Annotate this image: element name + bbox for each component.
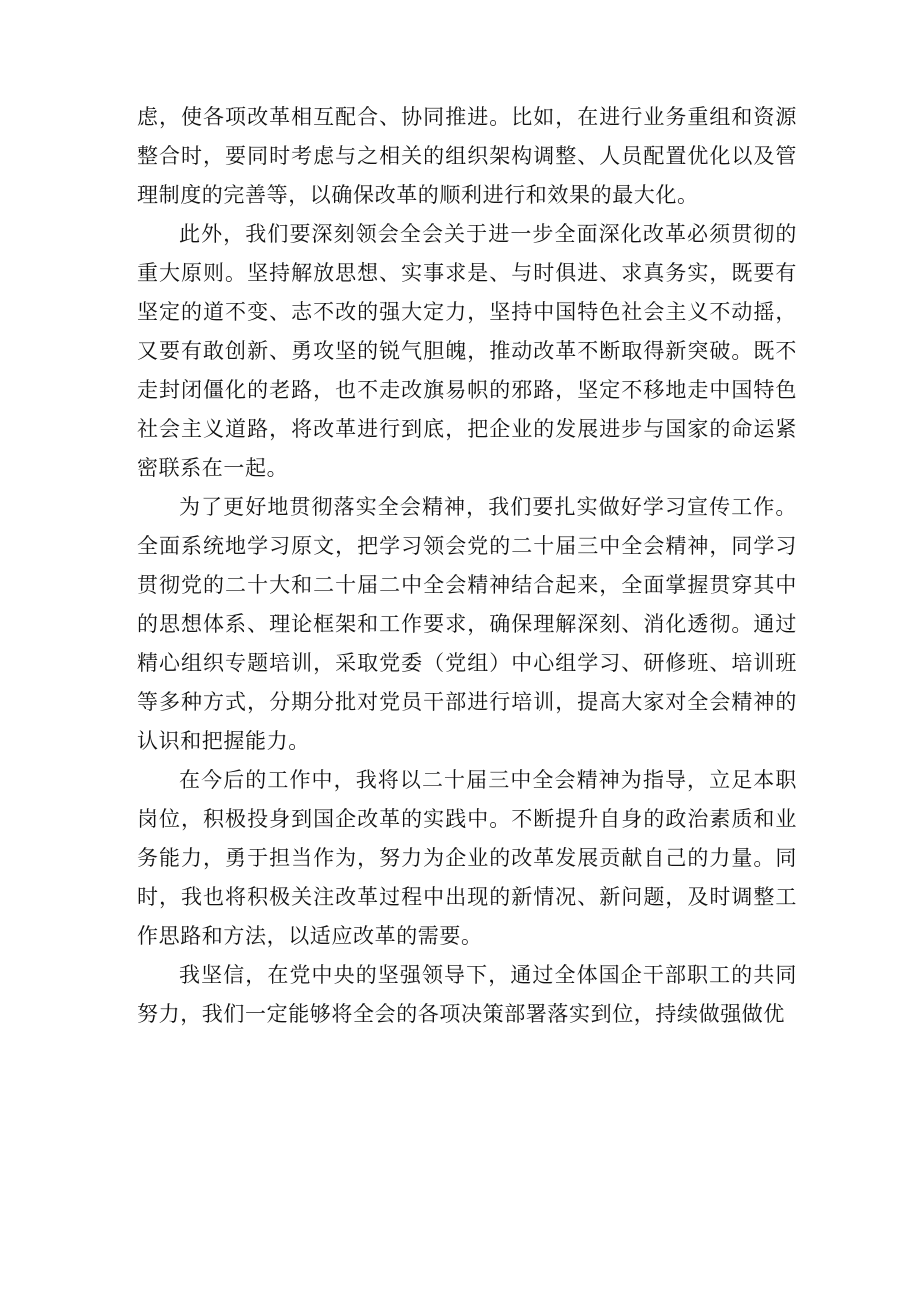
paragraph-5: 我坚信，在党中央的坚强领导下，通过全体国企干部职工的共同努力，我们一定能够将全会的各项决策部署落实到位，持续做强做优 [137,963,797,1026]
paragraph-1: 虑，使各项改革相互配合、协同推进。比如，在进行业务重组和资源整合时，要同时考虑与之相关的组织架构调整、人员配置优化以及管理制度的完善等，以确保改革的顺利进行和效果的最大化。 [137,105,797,207]
document-body [137,98,797,1034]
paragraph-2: 此外，我们要深刻领会全会关于进一步全面深化改革必须贯彻的重大原则。坚持解放思想、实事求是、与时俱进、求真务实，既要有坚定的道不变、志不改的强大定力，坚持中国特色社会主义不动摇，又要有敢创新、勇攻坚的锐气胆魄，推动改革不断取得新突破。既不走封闭僵化的老路，也不走改旗易帜的邪路，坚定不移地走中国特色社会主义道路，将改革进行到底，把企业的发展进步与国家的命运紧密联系在一起。 [137,222,797,480]
paragraph-4: 在今后的工作中，我将以二十届三中全会精神为指导，立足本职岗位，积极投身到国企改革的实践中。不断提升自身的政治素质和业务能力，勇于担当作为，努力为企业的改革发展贡献自己的力量。同时，我也将积极关注改革过程中出现的新情况、新问题，及时调整工作思路和方法，以适应改革的需要。 [137,768,797,948]
paragraph-3: 为了更好地贯彻落实全会精神，我们要扎实做好学习宣传工作。全面系统地学习原文，把学习领会党的二十届三中全会精神，同学习贯彻党的二十大和二十届二中全会精神结合起来，全面掌握贯穿其中的思想体系、理论框架和工作要求，确保理解深刻、消化透彻。通过精心组织专题培训，采取党委（党组）中心组学习、研修班、培训班等多种方式，分期分批对党员干部进行培训，提高大家对全会精神的认识和把握能力。 [137,495,797,753]
